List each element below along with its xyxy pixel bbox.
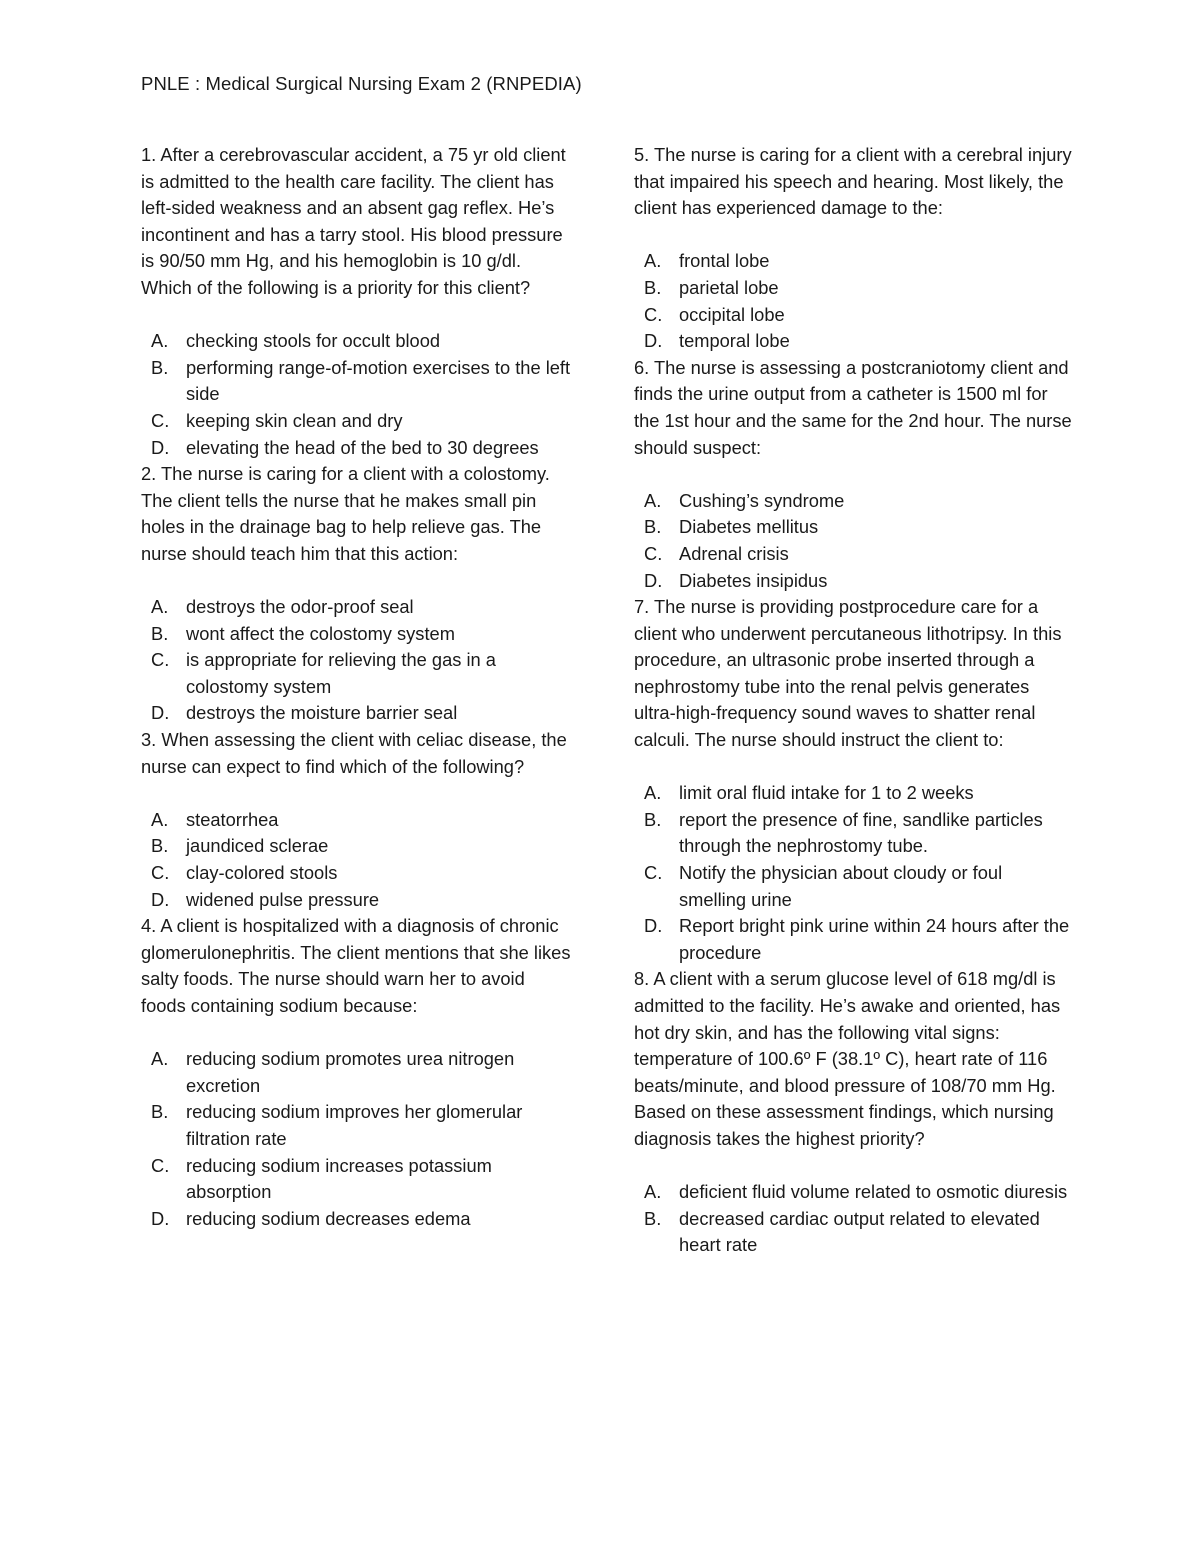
- option-letter: D.: [151, 436, 170, 458]
- option-text: keeping skin clean and dry: [186, 409, 403, 431]
- answer-options: [141, 328, 571, 461]
- option-text: reducing sodium increases potassium absorption: [186, 1154, 492, 1203]
- option-letter: D.: [644, 915, 663, 937]
- question-text: 7. The nurse is providing postprocedure care for a client who underwent percutaneous lithotripsy. In this procedure, an ultrasonic probe inserted through a nephrostomy tube into the renal pelvis generates ultra-high-frequency sound waves to shatter renal calculi. The nurse should instruct the client to:: [634, 596, 1062, 751]
- answer-option-b: [141, 621, 571, 648]
- answer-option-b: [634, 807, 1074, 860]
- question-text: 2. The nurse is caring for a client with a colostomy. The client tells the nurse that he makes small pin holes in the drainage bag to help relieve gas. The nurse should teach him that this action:: [141, 463, 550, 564]
- option-text: Adrenal crisis: [679, 542, 789, 564]
- option-text: temporal lobe: [679, 330, 790, 352]
- option-text: performing range-of-motion exercises to the left side: [186, 356, 571, 405]
- option-text: widened pulse pressure: [186, 888, 380, 910]
- answer-option-d: [634, 568, 1074, 595]
- right-column: [634, 142, 1074, 1259]
- option-letter: A.: [151, 596, 169, 618]
- option-letter: A.: [644, 250, 662, 272]
- option-letter: B.: [644, 808, 662, 830]
- option-letter: A.: [644, 489, 662, 511]
- question-text: 3. When assessing the client with celiac disease, the nurse can expect to find which of the following?: [141, 729, 567, 777]
- answer-option-d: [141, 1206, 571, 1233]
- answer-option-b: [634, 514, 1074, 541]
- question-text: 1. After a cerebrovascular accident, a 75 yr old client is admitted to the health care facility. The client has left-sided weakness and an absent gag reflex. He’s incontinent and has a tarry stool. His blood pressure is 90/50 mm Hg, and his hemoglobin is 10 g/dl. Which of the following is a priority for this client?: [141, 144, 566, 298]
- answer-option-a: [634, 780, 1074, 807]
- option-letter: D.: [151, 1207, 170, 1229]
- question-8: [634, 966, 1074, 1259]
- option-letter: C.: [644, 542, 663, 564]
- answer-option-b: [634, 1206, 1074, 1259]
- option-letter: A.: [644, 1181, 662, 1203]
- answer-option-d: [634, 913, 1074, 966]
- answer-option-a: [141, 328, 571, 355]
- option-text: checking stools for occult blood: [186, 330, 441, 352]
- option-text: reducing sodium decreases edema: [186, 1207, 471, 1229]
- option-letter: B.: [644, 516, 662, 538]
- option-letter: D.: [644, 330, 663, 352]
- answer-options: [141, 807, 571, 913]
- answer-options: [141, 594, 571, 727]
- option-text: reducing sodium improves her glomerular filtration rate: [186, 1101, 523, 1149]
- answer-option-c: [634, 302, 1074, 329]
- option-text: frontal lobe: [679, 250, 770, 272]
- answer-option-c: [634, 860, 1074, 913]
- answer-option-a: [634, 488, 1074, 515]
- option-text: Diabetes insipidus: [679, 569, 828, 591]
- question-text: 8. A client with a serum glucose level of 618 mg/dl is admitted to the facility. He’s awake and oriented, has hot dry skin, and has the following vital signs: temperature of 100.6º F (38.1º C), heart rate of 116 beats/minute, and blood pressure of 108/70 mm Hg. Based on these assessment findings, which nursing diagnosis takes the highest priority?: [634, 968, 1061, 1149]
- answer-options: [634, 780, 1074, 966]
- option-letter: B.: [644, 1207, 662, 1229]
- answer-option-c: [141, 860, 571, 887]
- answer-option-d: [141, 887, 571, 914]
- option-letter: A.: [644, 782, 662, 804]
- option-text: destroys the moisture barrier seal: [186, 702, 458, 724]
- option-letter: C.: [151, 409, 170, 431]
- question-text: 4. A client is hospitalized with a diagnosis of chronic glomerulonephritis. The client mentions that she likes salty foods. The nurse should warn her to avoid foods containing sodium because:: [141, 915, 571, 1016]
- option-letter: B.: [151, 622, 169, 644]
- left-column: [141, 142, 571, 1232]
- option-letter: D.: [151, 702, 170, 724]
- option-text: jaundiced sclerae: [186, 835, 329, 857]
- option-letter: B.: [644, 276, 662, 298]
- option-text: is appropriate for relieving the gas in a colostomy system: [186, 649, 496, 697]
- answer-options: [634, 488, 1074, 594]
- answer-option-d: [141, 700, 571, 727]
- option-letter: D.: [151, 888, 170, 910]
- option-text: occipital lobe: [679, 303, 785, 325]
- answer-options: [634, 248, 1074, 354]
- answer-option-c: [634, 541, 1074, 568]
- option-text: decreased cardiac output related to elevated heart rate: [679, 1207, 1040, 1256]
- answer-option-b: [141, 355, 571, 408]
- option-letter: B.: [151, 1101, 169, 1123]
- answer-options: [141, 1046, 571, 1232]
- answer-option-d: [141, 435, 571, 462]
- question-1: [141, 142, 571, 461]
- answer-options: [634, 1179, 1074, 1259]
- option-letter: D.: [644, 569, 663, 591]
- option-text: steatorrhea: [186, 808, 279, 830]
- question-4: [141, 913, 571, 1232]
- question-2: [141, 461, 571, 727]
- option-letter: C.: [151, 862, 170, 884]
- answer-option-b: [634, 275, 1074, 302]
- answer-option-c: [141, 647, 571, 700]
- option-letter: C.: [151, 1154, 170, 1176]
- answer-option-b: [141, 833, 571, 860]
- option-text: report the presence of fine, sandlike particles through the nephrostomy tube.: [679, 808, 1043, 857]
- option-letter: C.: [644, 862, 663, 884]
- option-letter: A.: [151, 330, 169, 352]
- question-text: 5. The nurse is caring for a client with a cerebral injury that impaired his speech and hearing. Most likely, the client has experienced damage to the:: [634, 144, 1072, 219]
- answer-option-c: [141, 1153, 571, 1206]
- option-letter: A.: [151, 808, 169, 830]
- option-letter: C.: [151, 649, 170, 671]
- option-text: Report bright pink urine within 24 hours after the procedure: [679, 915, 1070, 963]
- option-text: deficient fluid volume related to osmotic diuresis: [679, 1181, 1068, 1203]
- answer-option-a: [141, 1046, 571, 1099]
- question-3: [141, 727, 571, 913]
- option-text: Cushing’s syndrome: [679, 489, 845, 511]
- answer-option-a: [634, 248, 1074, 275]
- option-letter: C.: [644, 303, 663, 325]
- option-text: reducing sodium promotes urea nitrogen excretion: [186, 1048, 515, 1096]
- option-text: Diabetes mellitus: [679, 516, 819, 538]
- question-text: 6. The nurse is assessing a postcraniotomy client and finds the urine output from a catheter is 1500 ml for the 1st hour and the same for the 2nd hour. The nurse should suspect:: [634, 356, 1072, 458]
- option-text: wont affect the colostomy system: [186, 622, 455, 644]
- option-text: Notify the physician about cloudy or foul smelling urine: [679, 862, 1003, 910]
- option-letter: B.: [151, 356, 169, 378]
- option-text: destroys the odor-proof seal: [186, 596, 414, 618]
- answer-option-d: [634, 328, 1074, 355]
- answer-option-a: [141, 594, 571, 621]
- page-title: PNLE : Medical Surgical Nursing Exam 2 (RNPEDIA): [141, 73, 582, 94]
- option-text: clay-colored stools: [186, 862, 338, 884]
- answer-option-c: [141, 408, 571, 435]
- question-7: [634, 594, 1074, 966]
- option-letter: B.: [151, 835, 169, 857]
- question-5: [634, 142, 1074, 355]
- option-text: parietal lobe: [679, 276, 779, 298]
- answer-option-a: [141, 807, 571, 834]
- question-6: [634, 355, 1074, 594]
- answer-option-b: [141, 1099, 571, 1152]
- option-letter: A.: [151, 1048, 169, 1070]
- option-text: elevating the head of the bed to 30 degrees: [186, 436, 539, 458]
- answer-option-a: [634, 1179, 1074, 1206]
- option-text: limit oral fluid intake for 1 to 2 weeks: [679, 782, 974, 804]
